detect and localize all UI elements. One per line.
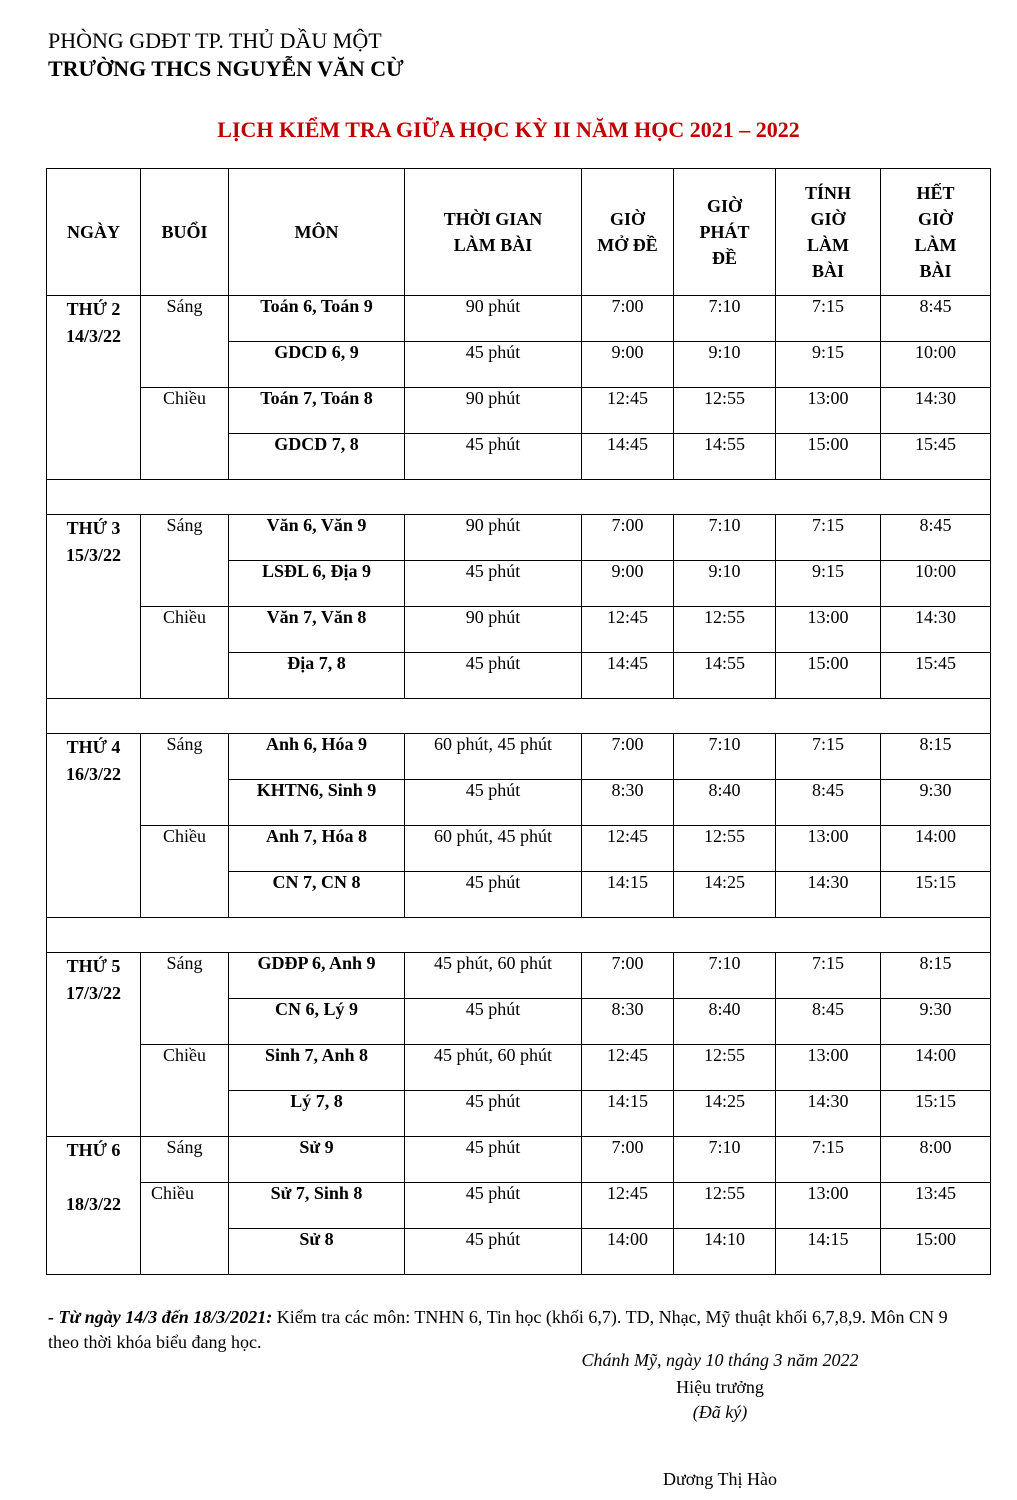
duration-cell: 45 phút <box>405 872 582 918</box>
distribute-time-cell: 14:55 <box>674 434 776 480</box>
session-cell: Chiều <box>141 826 229 918</box>
table-row <box>47 1045 991 1091</box>
duration-cell: 90 phút <box>405 388 582 434</box>
open-time-cell: 12:45 <box>582 826 674 872</box>
end-time-cell: 15:00 <box>881 1229 991 1275</box>
end-time-cell: 14:00 <box>881 826 991 872</box>
col-header-subject: MÔN <box>229 169 405 296</box>
table-row <box>47 607 991 653</box>
subject-cell: Toán 7, Toán 8 <box>229 388 405 434</box>
end-time-cell: 14:30 <box>881 388 991 434</box>
signature-status: (Đã ký) <box>692 1402 748 1422</box>
end-time-cell: 14:00 <box>881 1045 991 1091</box>
distribute-time-cell: 12:55 <box>674 1045 776 1091</box>
end-time-cell: 9:30 <box>881 780 991 826</box>
distribute-time-cell: 7:10 <box>674 734 776 780</box>
start-time-cell: 9:15 <box>776 342 881 388</box>
open-time-cell: 7:00 <box>582 1137 674 1183</box>
start-time-cell: 8:45 <box>776 999 881 1045</box>
start-time-cell: 7:15 <box>776 1137 881 1183</box>
col-header-session: BUỔI <box>141 169 229 296</box>
subject-cell: Sử 8 <box>229 1229 405 1275</box>
subject-cell: Sinh 7, Anh 8 <box>229 1045 405 1091</box>
duration-cell: 45 phút <box>405 1183 582 1229</box>
duration-cell: 45 phút <box>405 999 582 1045</box>
col-header-open-time: GIỜ MỞ ĐỀ <box>582 169 674 296</box>
separator-row <box>47 480 991 515</box>
duration-cell: 90 phút <box>405 296 582 342</box>
duration-cell: 45 phút <box>405 1091 582 1137</box>
duration-cell: 45 phút <box>405 780 582 826</box>
session-cell: Sáng <box>141 296 229 388</box>
start-time-cell: 8:45 <box>776 780 881 826</box>
duration-cell: 60 phút, 45 phút <box>405 826 582 872</box>
distribute-time-cell: 14:10 <box>674 1229 776 1275</box>
day-cell: THỨ 2 14/3/22 <box>47 296 141 480</box>
end-time-cell: 15:15 <box>881 872 991 918</box>
open-time-cell: 14:45 <box>582 653 674 699</box>
end-time-cell: 8:45 <box>881 296 991 342</box>
subject-cell: Sử 9 <box>229 1137 405 1183</box>
open-time-cell: 9:00 <box>582 561 674 607</box>
schedule-note <box>48 1305 948 1355</box>
session-cell: Chiều <box>141 388 229 480</box>
table-row <box>47 296 991 342</box>
table-row <box>47 953 991 999</box>
start-time-cell: 13:00 <box>776 1183 881 1229</box>
start-time-cell: 13:00 <box>776 388 881 434</box>
open-time-cell: 9:00 <box>582 342 674 388</box>
subject-cell: Toán 6, Toán 9 <box>229 296 405 342</box>
end-time-cell: 8:45 <box>881 515 991 561</box>
exam-schedule-table <box>46 168 991 1275</box>
table-row <box>47 734 991 780</box>
open-time-cell: 12:45 <box>582 1183 674 1229</box>
table-row <box>47 515 991 561</box>
duration-cell: 45 phút, 60 phút <box>405 1045 582 1091</box>
distribute-time-cell: 7:10 <box>674 953 776 999</box>
open-time-cell: 7:00 <box>582 953 674 999</box>
subject-cell: GDĐP 6, Anh 9 <box>229 953 405 999</box>
start-time-cell: 13:00 <box>776 607 881 653</box>
session-cell: Chiều <box>141 607 229 699</box>
start-time-cell: 14:15 <box>776 1229 881 1275</box>
session-cell: Chiều <box>141 1045 229 1137</box>
end-time-cell: 13:45 <box>881 1183 991 1229</box>
end-time-cell: 8:00 <box>881 1137 991 1183</box>
subject-cell: Lý 7, 8 <box>229 1091 405 1137</box>
distribute-time-cell: 9:10 <box>674 561 776 607</box>
subject-cell: Anh 6, Hóa 9 <box>229 734 405 780</box>
open-time-cell: 7:00 <box>582 296 674 342</box>
col-header-start-time: TÍNH GIỜ LÀM BÀI <box>776 169 881 296</box>
distribute-time-cell: 12:55 <box>674 1183 776 1229</box>
open-time-cell: 7:00 <box>582 515 674 561</box>
col-header-distribute-time: GIỜ PHÁT ĐỀ <box>674 169 776 296</box>
signature-place-date: Chánh Mỹ, ngày 10 tháng 3 năm 2022 <box>581 1350 859 1370</box>
open-time-cell: 14:15 <box>582 872 674 918</box>
session-cell: Sáng <box>141 953 229 1045</box>
end-time-cell: 14:30 <box>881 607 991 653</box>
end-time-cell: 10:00 <box>881 342 991 388</box>
start-time-cell: 7:15 <box>776 953 881 999</box>
subject-cell: CN 6, Lý 9 <box>229 999 405 1045</box>
start-time-cell: 15:00 <box>776 434 881 480</box>
session-cell: Sáng <box>141 734 229 826</box>
duration-cell: 45 phút <box>405 434 582 480</box>
start-time-cell: 7:15 <box>776 296 881 342</box>
open-time-cell: 7:00 <box>582 734 674 780</box>
distribute-time-cell: 8:40 <box>674 999 776 1045</box>
signature-role: Hiệu trưởng <box>676 1377 764 1397</box>
separator-cell <box>47 699 991 734</box>
distribute-time-cell: 7:10 <box>674 1137 776 1183</box>
table-row <box>47 1183 991 1229</box>
start-time-cell: 9:15 <box>776 561 881 607</box>
subject-cell: Văn 6, Văn 9 <box>229 515 405 561</box>
distribute-time-cell: 7:10 <box>674 515 776 561</box>
duration-cell: 45 phút <box>405 1137 582 1183</box>
open-time-cell: 8:30 <box>582 780 674 826</box>
day-cell: THỨ 4 16/3/22 <box>47 734 141 918</box>
open-time-cell: 8:30 <box>582 999 674 1045</box>
session-cell: Sáng <box>141 515 229 607</box>
school-name: TRƯỜNG THCS NGUYỄN VĂN CỪ <box>48 56 404 81</box>
subject-cell: KHTN6, Sinh 9 <box>229 780 405 826</box>
table-row <box>47 1137 991 1183</box>
distribute-time-cell: 12:55 <box>674 388 776 434</box>
duration-cell: 45 phút <box>405 342 582 388</box>
separator-row <box>47 918 991 953</box>
end-time-cell: 15:45 <box>881 434 991 480</box>
separator-cell <box>47 480 991 515</box>
day-cell: THỨ 3 15/3/22 <box>47 515 141 699</box>
start-time-cell: 15:00 <box>776 653 881 699</box>
col-header-day: NGÀY <box>47 169 141 296</box>
department-name: PHÒNG GDĐT TP. THỦ DẦU MỘT <box>48 28 382 53</box>
duration-cell: 45 phút <box>405 653 582 699</box>
end-time-cell: 15:15 <box>881 1091 991 1137</box>
distribute-time-cell: 12:55 <box>674 826 776 872</box>
duration-cell: 90 phút <box>405 515 582 561</box>
subject-cell: GDCD 6, 9 <box>229 342 405 388</box>
duration-cell: 45 phút <box>405 1229 582 1275</box>
distribute-time-cell: 14:55 <box>674 653 776 699</box>
end-time-cell: 9:30 <box>881 999 991 1045</box>
distribute-time-cell: 7:10 <box>674 296 776 342</box>
session-cell: Sáng <box>141 1137 229 1183</box>
open-time-cell: 12:45 <box>582 388 674 434</box>
session-cell: Chiều <box>141 1183 229 1275</box>
duration-cell: 45 phút <box>405 561 582 607</box>
start-time-cell: 7:15 <box>776 734 881 780</box>
open-time-cell: 12:45 <box>582 1045 674 1091</box>
table-row <box>47 826 991 872</box>
day-cell: THỨ 5 17/3/22 <box>47 953 141 1137</box>
page-title: LỊCH KIỂM TRA GIỮA HỌC KỲ II NĂM HỌC 2021 – 2022 <box>217 117 800 142</box>
signature-name: Dương Thị Hào <box>663 1469 777 1489</box>
end-time-cell: 8:15 <box>881 734 991 780</box>
separator-row <box>47 699 991 734</box>
subject-cell: GDCD 7, 8 <box>229 434 405 480</box>
subject-cell: Địa 7, 8 <box>229 653 405 699</box>
distribute-time-cell: 14:25 <box>674 1091 776 1137</box>
distribute-time-cell: 14:25 <box>674 872 776 918</box>
col-header-end-time: HẾT GIỜ LÀM BÀI <box>881 169 991 296</box>
subject-cell: CN 7, CN 8 <box>229 872 405 918</box>
duration-cell: 45 phút, 60 phút <box>405 953 582 999</box>
day-cell: THỨ 6 18/3/22 <box>47 1137 141 1275</box>
subject-cell: Văn 7, Văn 8 <box>229 607 405 653</box>
subject-cell: Anh 7, Hóa 8 <box>229 826 405 872</box>
open-time-cell: 12:45 <box>582 607 674 653</box>
subject-cell: Sử 7, Sinh 8 <box>229 1183 405 1229</box>
table-header-row <box>47 169 991 296</box>
distribute-time-cell: 9:10 <box>674 342 776 388</box>
separator-cell <box>47 918 991 953</box>
open-time-cell: 14:00 <box>582 1229 674 1275</box>
start-time-cell: 14:30 <box>776 1091 881 1137</box>
start-time-cell: 13:00 <box>776 826 881 872</box>
col-header-duration: THỜI GIAN LÀM BÀI <box>405 169 582 296</box>
subject-cell: LSĐL 6, Địa 9 <box>229 561 405 607</box>
note-text: Kiểm tra các môn: TNHN 6, Tin học (khối 6,7). TD, Nhạc, Mỹ thuật khối 6,7,8,9. Môn CN 9 theo thời khóa biểu đang học. <box>48 1307 948 1352</box>
distribute-time-cell: 8:40 <box>674 780 776 826</box>
end-time-cell: 10:00 <box>881 561 991 607</box>
duration-cell: 90 phút <box>405 607 582 653</box>
distribute-time-cell: 12:55 <box>674 607 776 653</box>
duration-cell: 60 phút, 45 phút <box>405 734 582 780</box>
end-time-cell: 8:15 <box>881 953 991 999</box>
open-time-cell: 14:15 <box>582 1091 674 1137</box>
table-row <box>47 388 991 434</box>
end-time-cell: 15:45 <box>881 653 991 699</box>
start-time-cell: 14:30 <box>776 872 881 918</box>
open-time-cell: 14:45 <box>582 434 674 480</box>
start-time-cell: 13:00 <box>776 1045 881 1091</box>
start-time-cell: 7:15 <box>776 515 881 561</box>
note-lead: - Từ ngày 14/3 đến 18/3/2021: <box>48 1307 273 1327</box>
